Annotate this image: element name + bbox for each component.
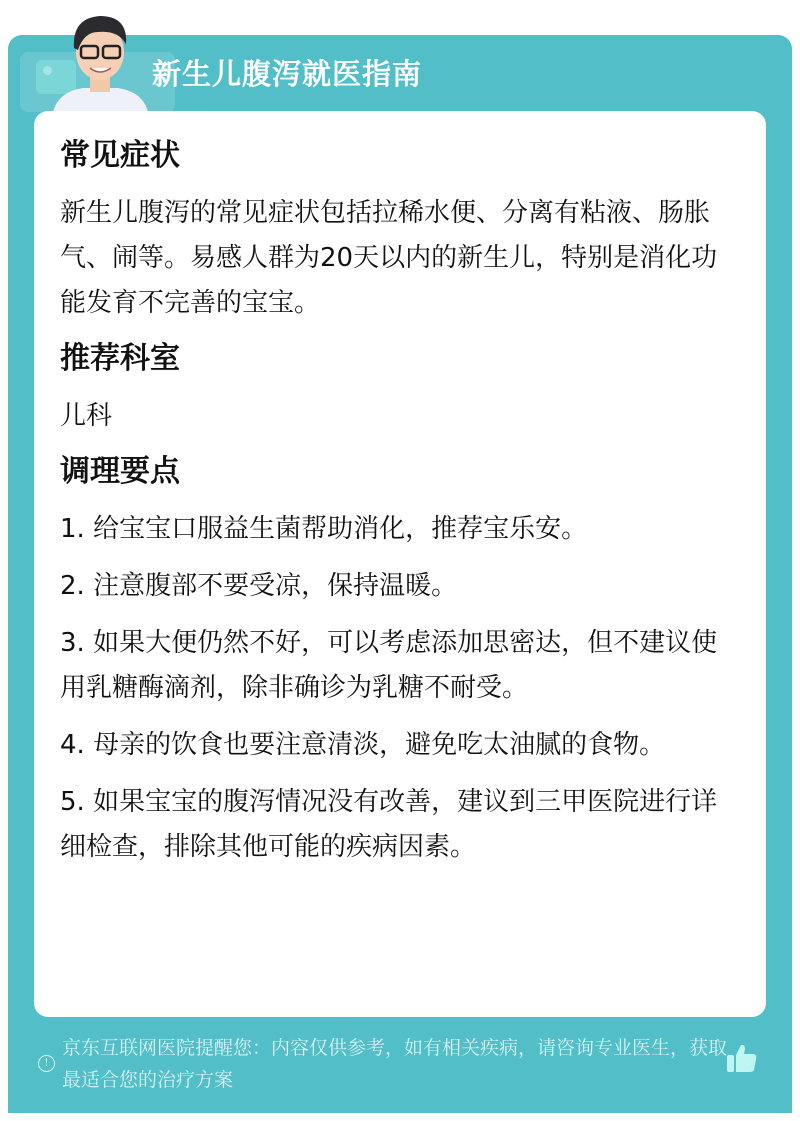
care-item: 3. 如果大便仍然不好，可以考虑添加思密达，但不建议使用乳糖酶滴剂，除非确诊为乳糖不耐受。 (60, 628, 718, 703)
disclaimer-text: 京东互联网医院提醒您：内容仅供参考，如有相关疾病，请咨询专业医生，获取最适合您的治疗方案 (62, 1037, 728, 1091)
warning-icon: ! (38, 1055, 55, 1072)
symptoms-heading: 常见症状 (60, 138, 180, 173)
care-heading: 调理要点 (60, 454, 180, 489)
department-heading: 推荐科室 (60, 341, 180, 376)
page-title: 新生儿腹泻就医指南 (152, 57, 423, 91)
doctor-avatar (48, 8, 153, 112)
care-item: 1. 给宝宝口服益生菌帮助消化，推荐宝乐安。 (60, 514, 588, 544)
care-item: 2. 注意腹部不要受凉，保持温暖。 (60, 571, 458, 601)
care-item: 4. 母亲的饮食也要注意清淡，避免吃太油腻的食物。 (60, 730, 666, 760)
content-card (34, 111, 766, 1017)
thumbs-up-icon[interactable] (726, 1042, 758, 1074)
care-item: 5. 如果宝宝的腹泻情况没有改善，建议到三甲医院进行详细检查，排除其他可能的疾病因素。 (60, 787, 718, 862)
department-text: 儿科 (60, 401, 113, 431)
symptoms-text: 新生儿腹泻的常见症状包括拉稀水便、分离有粘液、肠胀气、闹等。易感人群为20天以内的新生儿，特别是消化功能发育不完善的宝宝。 (60, 198, 718, 318)
